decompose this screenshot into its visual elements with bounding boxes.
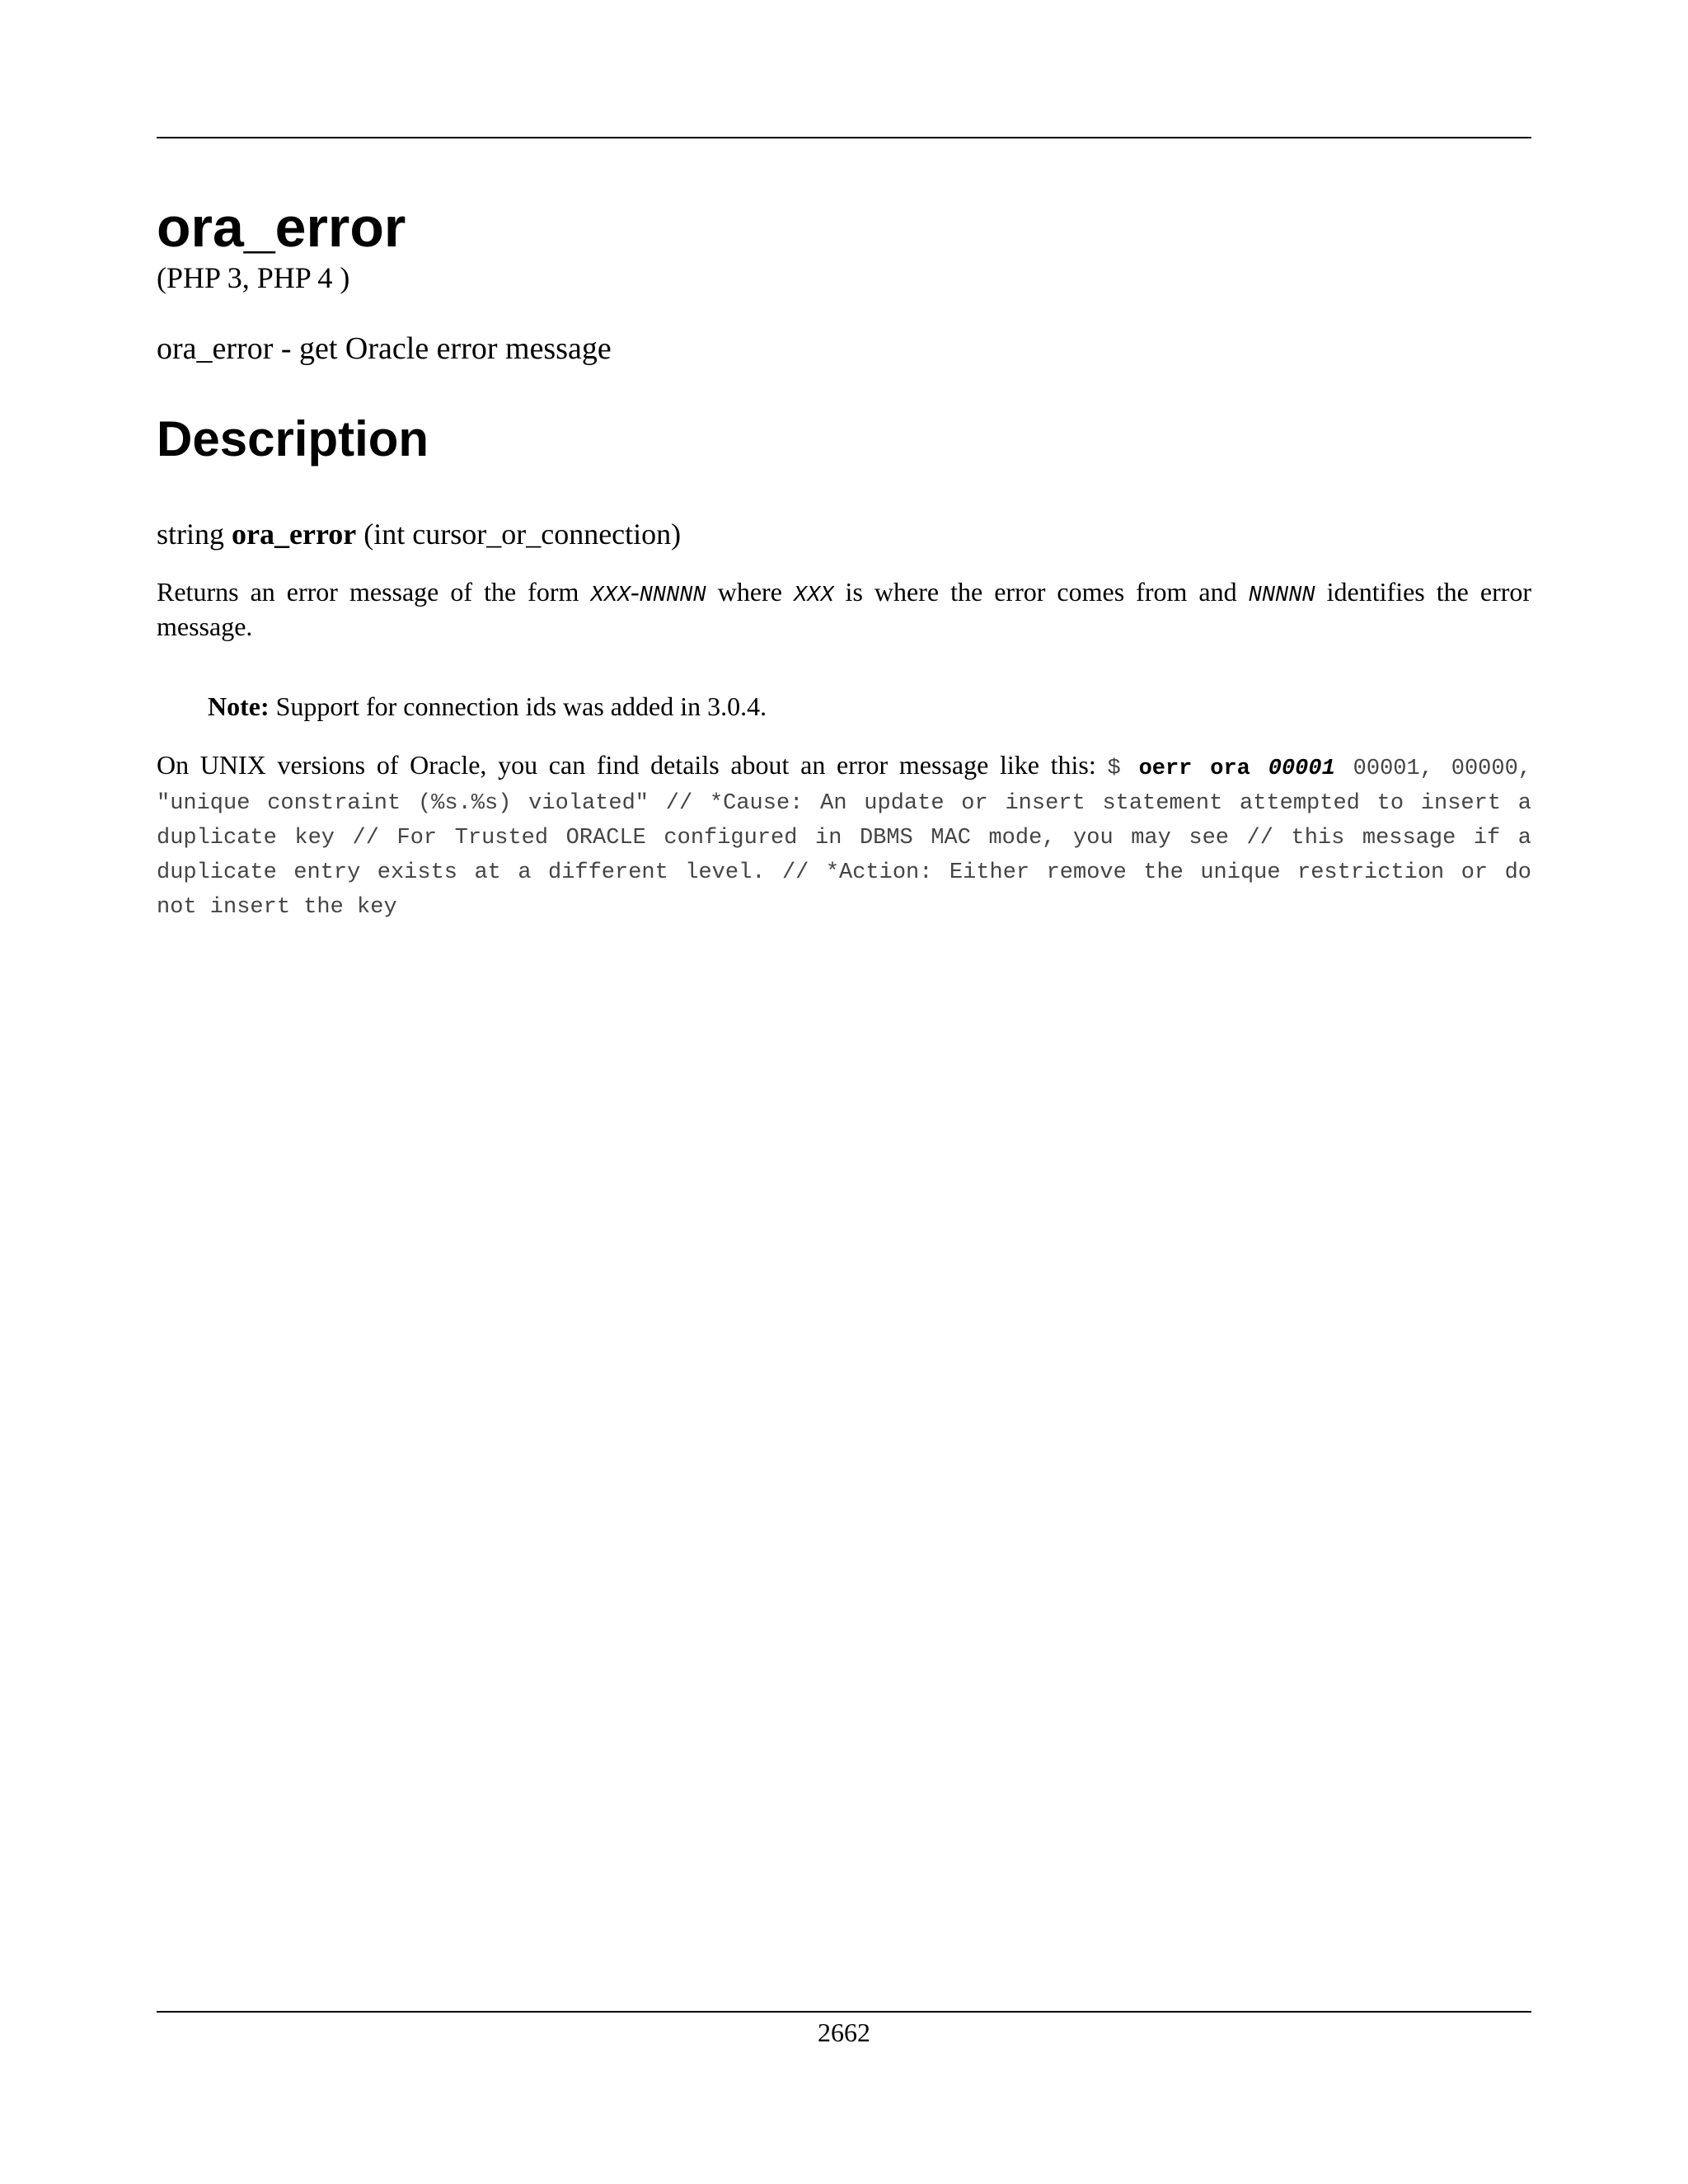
function-name: ora_error [232,517,357,551]
function-title: ora_error [157,196,406,259]
function-purpose: ora_error - get Oracle error message [157,331,612,367]
description-heading: Description [157,410,429,466]
returns-text: Returns an error message of the form [157,576,591,607]
return-type: string [157,517,225,551]
error-prefix-code: XXX [590,583,631,608]
unix-paragraph [157,750,1531,923]
error-number-code: NNNNN [1248,583,1315,608]
function-synopsis [157,517,1531,552]
note-block [208,691,1531,722]
error-number-code: NNNNN [639,583,706,608]
oerr-command: oerr ora [1138,756,1268,781]
dash-text: - [631,576,640,607]
note-label: Note: [208,691,270,721]
returns-text: identifies the error message. [157,576,1532,641]
unix-text: On UNIX versions of Oracle, you can find details about an error message like this: [157,749,1108,780]
returns-paragraph [157,577,1531,642]
shell-prompt: $ [1107,756,1139,781]
oerr-output: 00001, 00000, "unique constraint (%s.%s) violated" // *Cause: An update or insert statement attempted to insert a duplicate key // For Trusted ORACLE configured in DBMS MAC mode, you may see // this message if a duplicate entry exists at a different level. // *Action: Either remove the unique restriction or do not insert the key [157,756,1531,920]
header-rule [157,137,1531,138]
error-prefix-code: XXX [793,583,834,608]
returns-text: where [706,576,794,607]
page-content [157,190,1531,923]
note-text: Support for connection ids was added in 3.0.4. [269,691,767,721]
php-versions: (PHP 3, PHP 4 ) [157,261,350,294]
oerr-argument: 00001 [1268,756,1335,781]
page-number: 2662 [818,2018,870,2047]
footer-rule [157,2011,1531,2013]
returns-text: is where the error comes from and [833,576,1249,607]
function-params: (int cursor_or_connection) [363,517,682,551]
